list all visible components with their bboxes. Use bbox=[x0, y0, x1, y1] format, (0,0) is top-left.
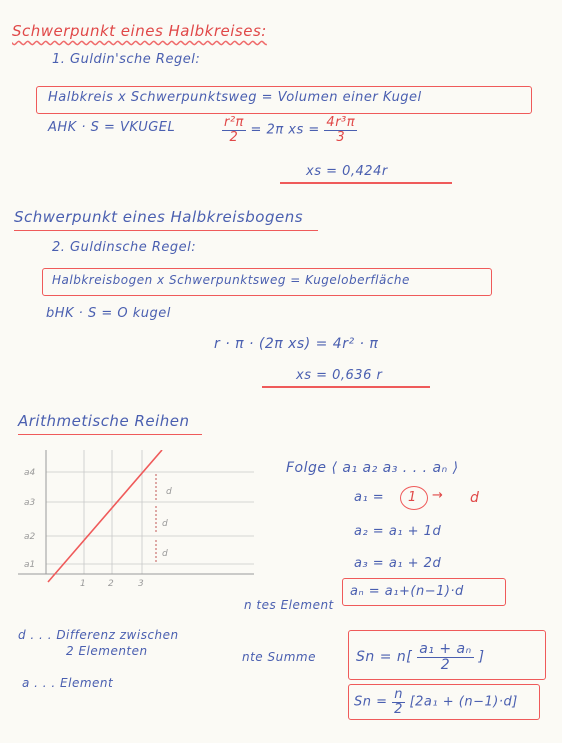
y-label-a3: a3 bbox=[24, 498, 36, 508]
a1-arrow: → bbox=[432, 488, 444, 503]
sn1-numerator: a₁ + aₙ bbox=[419, 641, 472, 657]
section3-title: Arithmetische Reihen bbox=[18, 412, 190, 430]
section2-result: xs = 0,636 r bbox=[296, 368, 383, 383]
a3-line: a₃ = a₁ + 2d bbox=[354, 556, 442, 571]
d-definition-line2: 2 Elementen bbox=[66, 644, 148, 658]
y-label-a4: a4 bbox=[24, 468, 36, 478]
section2-rule-text: Halbkreisbogen x Schwerpunktsweg = Kugeloberfläche bbox=[52, 273, 410, 287]
x-label-2: 2 bbox=[108, 579, 114, 589]
section2-title: Schwerpunkt eines Halbkreisbogens bbox=[14, 208, 304, 226]
d-definition-line1: d . . . Differenz zwischen bbox=[18, 628, 179, 642]
sequence-line bbox=[48, 450, 162, 582]
section2-title-underline bbox=[14, 230, 318, 231]
arithmetic-sequence-graph bbox=[18, 450, 254, 600]
sn2-denominator: 2 bbox=[394, 701, 403, 717]
y-label-a1: a1 bbox=[24, 560, 36, 570]
section1-eq-middle bbox=[222, 116, 357, 144]
sn1-denominator: 2 bbox=[440, 656, 451, 673]
section2-eq-left: bHK · S = O kugel bbox=[46, 306, 171, 321]
section2-result-underline bbox=[262, 386, 430, 388]
an-formula: aₙ = a₁+(n−1)·d bbox=[350, 584, 464, 599]
graph-d-label-2: d bbox=[162, 519, 168, 529]
eq-mid-rest: = 2π xs = bbox=[250, 122, 320, 138]
eq-mid-numerator: r²π bbox=[224, 115, 244, 130]
section1-rule-text: Halbkreis x Schwerpunktsweg = Volumen einer Kugel bbox=[48, 90, 422, 105]
sn2-numerator: n bbox=[394, 687, 403, 702]
sn2-rest: [2a₁ + (n−1)·d] bbox=[409, 694, 518, 710]
nte-summe-label: nte Summe bbox=[242, 650, 316, 664]
a1-circle-value: 1 bbox=[408, 490, 417, 505]
x-label-3: 3 bbox=[138, 579, 144, 589]
a1-line-left: a₁ = bbox=[354, 490, 385, 505]
sn2-left: Sn = bbox=[354, 694, 388, 710]
section1-result-underline bbox=[280, 182, 452, 184]
graph-d-label-3: d bbox=[162, 549, 168, 559]
folge-line: Folge ⟨ a₁ a₂ a₃ . . . aₙ ⟩ bbox=[286, 460, 459, 476]
section1-eq-left: AHK · S = VKUGEL bbox=[48, 120, 176, 135]
section1-title: Schwerpunkt eines Halbkreises: bbox=[12, 22, 267, 40]
sn1-formula bbox=[356, 642, 485, 672]
a-definition: a . . . Element bbox=[22, 676, 114, 690]
graph-grid bbox=[46, 450, 254, 574]
nth-element-label: n tes Element bbox=[244, 598, 334, 612]
y-label-a2: a2 bbox=[24, 532, 36, 542]
eq-right-denominator: 3 bbox=[336, 129, 346, 145]
a1-arrow-target: d bbox=[470, 490, 480, 506]
section2-rule-heading: 2. Guldinsche Regel: bbox=[52, 240, 197, 255]
sn1-left: Sn = n[ bbox=[356, 649, 413, 666]
eq-mid-denominator: 2 bbox=[229, 129, 239, 145]
a2-line: a₂ = a₁ + 1d bbox=[354, 524, 442, 539]
section2-eq-middle: r · π · (2π xs) = 4r² · π bbox=[214, 336, 379, 352]
x-label-1: 1 bbox=[80, 579, 86, 589]
eq-right-numerator: 4r³π bbox=[326, 115, 356, 130]
sn2-formula bbox=[354, 688, 518, 716]
section1-rule-heading: 1. Guldin'sche Regel: bbox=[52, 52, 201, 67]
section3-title-underline bbox=[18, 434, 202, 435]
graph-d-label-1: d bbox=[166, 487, 172, 497]
section1-result: xs = 0,424r bbox=[306, 164, 388, 179]
sn1-close: ] bbox=[478, 649, 485, 666]
